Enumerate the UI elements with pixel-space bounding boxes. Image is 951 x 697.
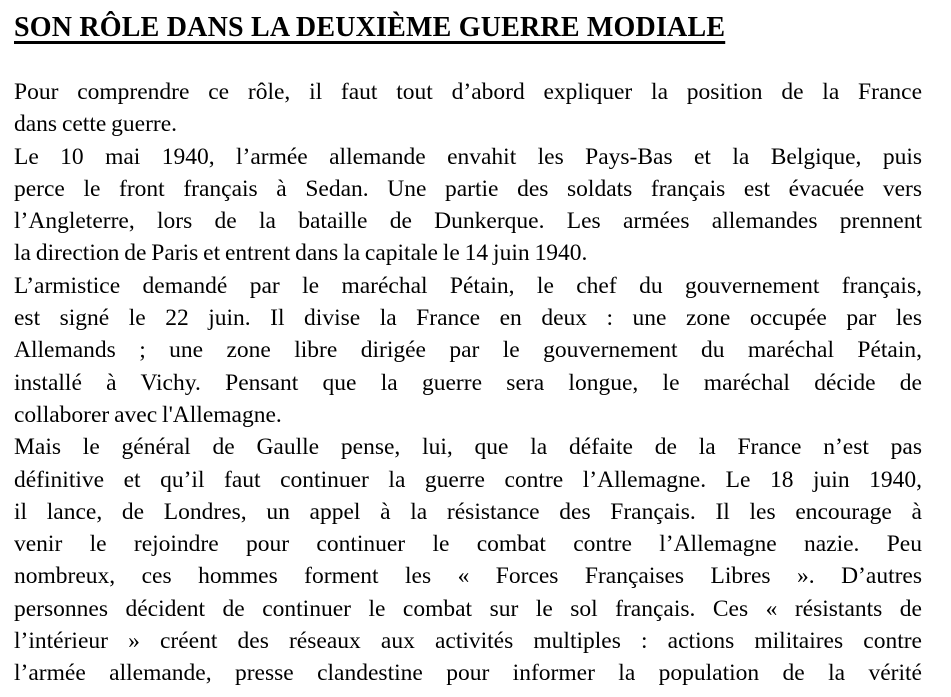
paragraphs: [14, 76, 922, 690]
paragraph: [14, 141, 922, 270]
text-line: venir le rejoindre pour continuer le combat contre l’Allemagne nazie. Peu: [14, 531, 922, 558]
document-title: [14, 11, 922, 45]
text-line: est signé le 22 juin. Il divise la France en deux : une zone occupée par les: [14, 305, 922, 332]
text-line: Mais le général de Gaulle pense, lui, que la défaite de la France n’est pas: [14, 434, 922, 461]
text-line: perce le front français à Sedan. Une partie des soldats français est évacuée vers: [14, 175, 922, 202]
text-line: installé à Vichy. Pensant que la guerre sera longue, le maréchal décide de: [14, 369, 922, 396]
text-line: L’armistice demandé par le maréchal Pétain, le chef du gouvernement français,: [14, 272, 922, 299]
text-line: Le 10 mai 1940, l’armée allemande envahit les Pays-Bas et la Belgique, puis: [14, 143, 922, 170]
text-line: l’intérieur » créent des réseaux aux activités multiples : actions militaires contre: [14, 628, 922, 655]
text-line: définitive et qu’il faut continuer la guerre contre l’Allemagne. Le 18 juin 1940,: [14, 466, 922, 493]
title-spacer: [14, 45, 922, 76]
text-line: la direction de Paris et entrent dans la capitale le 14 juin 1940.: [14, 240, 588, 267]
paragraph: [14, 76, 922, 141]
paragraph: [14, 270, 922, 431]
text-line: Pour comprendre ce rôle, il faut tout d’abord expliquer la position de la France: [14, 79, 922, 105]
text-line: Allemands ; une zone libre dirigée par le gouvernement du maréchal Pétain,: [14, 337, 922, 364]
paragraph: [14, 431, 922, 689]
text-line: collaborer avec l'Allemagne.: [14, 401, 282, 428]
text-line: nombreux, ces hommes forment les « Forces Françaises Libres ». D’autres: [14, 563, 922, 590]
document-title-text: SON RÔLE DANS LA DEUXIÈME GUERRE MODIALE: [14, 12, 726, 43]
text-line: l’armée allemande, presse clandestine pour informer la population de la vérité: [14, 660, 922, 687]
text-line: l’Angleterre, lors de la bataille de Dunkerque. Les armées allemandes prennent: [14, 208, 922, 235]
text-line: il lance, de Londres, un appel à la résistance des Français. Il les encourage à: [14, 498, 922, 525]
text-line: personnes décident de continuer le combat sur le sol français. Ces « résistants de: [14, 595, 922, 622]
text-line: dans cette guerre.: [14, 111, 178, 138]
